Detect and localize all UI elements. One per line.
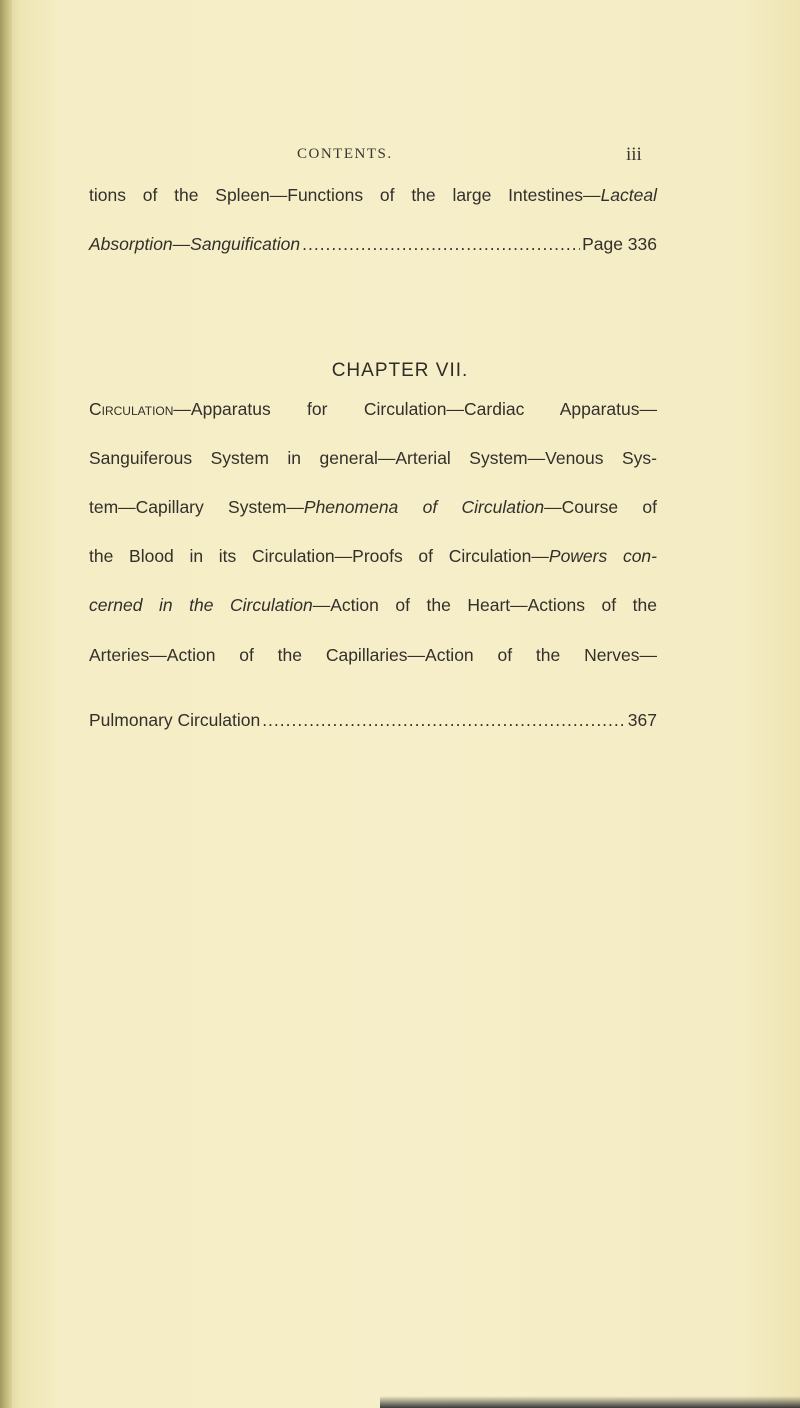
toc-text: tions of the Spleen—Functions of the large Intestines— xyxy=(89,185,601,205)
running-title: CONTENTS. xyxy=(297,146,393,162)
running-header xyxy=(0,146,800,170)
toc-page-ref: 367 xyxy=(627,710,657,730)
page-number: iii xyxy=(626,144,642,165)
page-bottom-edge xyxy=(380,1396,800,1408)
toc-text-italic: Absorption—Sanguification xyxy=(89,234,301,254)
toc-page-ref: Page 336 xyxy=(582,234,657,254)
toc-entry-line xyxy=(89,590,657,620)
toc-entry-line xyxy=(89,443,657,473)
toc-text: Pulmonary Circulation xyxy=(89,710,261,730)
toc-text-italic: cerned in the Circulation xyxy=(89,595,313,615)
toc-entry-line xyxy=(89,492,657,522)
toc-text: Sanguiferous System in general—Arterial System—Venous Sys- xyxy=(89,448,657,468)
chapter-heading: CHAPTER VII. xyxy=(331,360,469,381)
toc-text: the Blood in its Circulation—Proofs of Circulation— xyxy=(89,546,549,566)
book-gutter-shadow xyxy=(0,0,12,1408)
toc-entry-line xyxy=(89,180,657,210)
toc-entry-line xyxy=(89,640,657,670)
toc-text: Circulation xyxy=(89,399,174,419)
toc-text: —Action of the Heart—Actions of the xyxy=(312,595,657,615)
toc-entry-line-with-page xyxy=(89,229,657,259)
toc-text: —Apparatus for Circulation—Cardiac Apparatus— xyxy=(173,399,657,419)
toc-text: —Course of xyxy=(544,497,657,517)
toc-text-italic: Lacteal xyxy=(600,185,657,205)
toc-entry-line-with-page xyxy=(89,705,657,735)
toc-text-italic: Phenomena of Circulation xyxy=(303,497,545,517)
toc-text: Arteries—Action of the Capillaries—Action of the Nerves— xyxy=(89,645,657,665)
toc-entry-line xyxy=(89,541,657,571)
toc-text: tem—Capillary System— xyxy=(89,497,304,517)
toc-entry-line xyxy=(89,394,657,424)
dot-leader xyxy=(302,229,580,259)
toc-text-italic: Powers con- xyxy=(548,546,657,566)
dot-leader xyxy=(262,705,626,735)
